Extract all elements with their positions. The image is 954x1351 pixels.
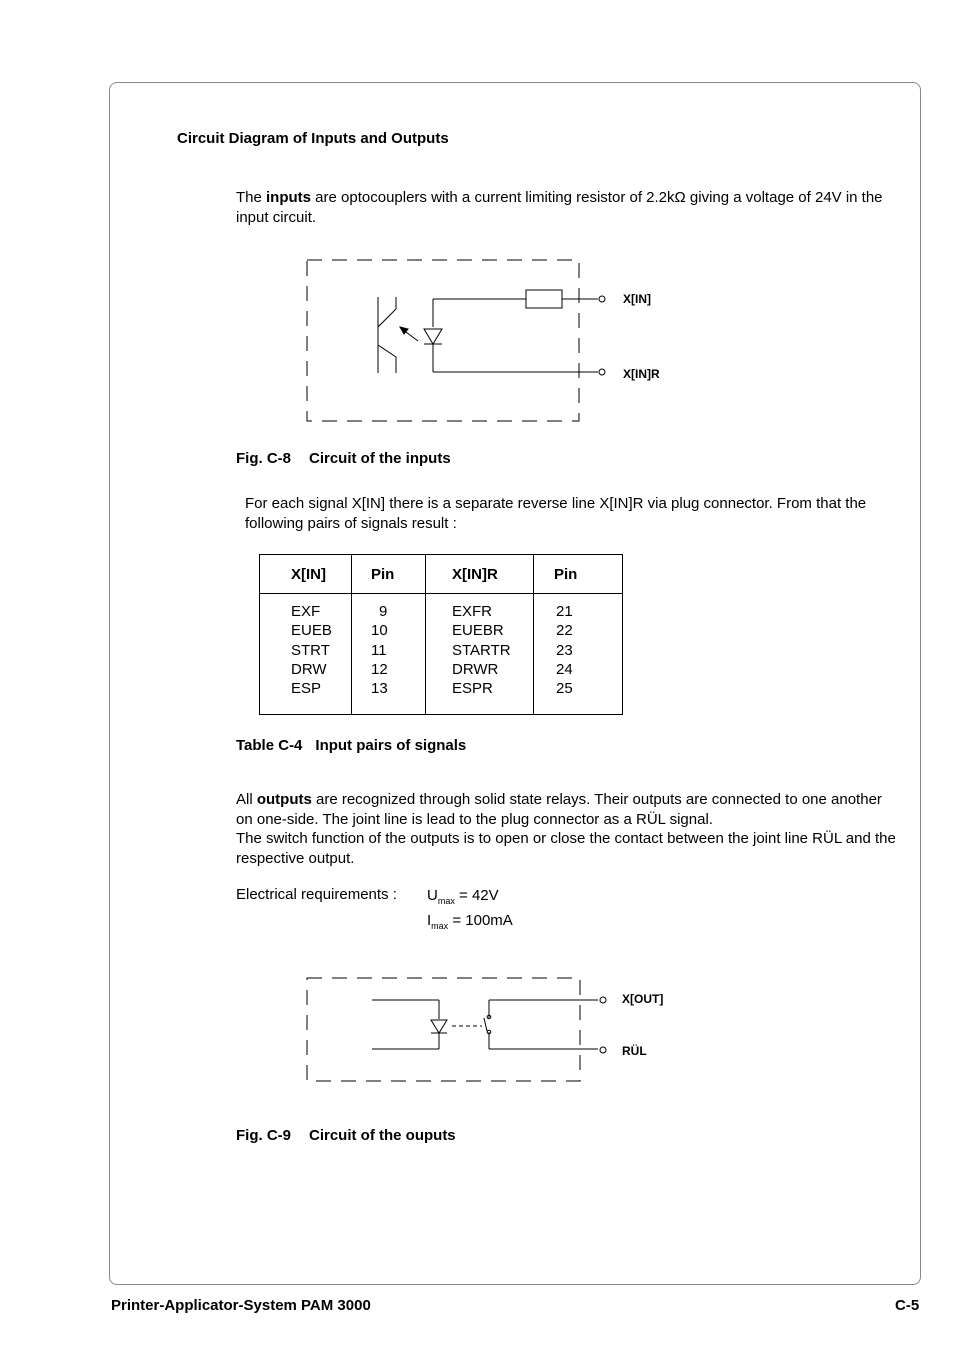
table-cell: 11 [371, 641, 387, 659]
fig-c9-title: Circuit of the ouputs [309, 1127, 456, 1144]
fig-c8-title: Circuit of the inputs [309, 450, 451, 467]
table-cell: EXF [291, 603, 321, 620]
fig-c9-number: Fig. C-9 [236, 1127, 291, 1144]
inputs-para-bold: inputs [266, 189, 312, 206]
inputs-paragraph [236, 188, 901, 227]
input-pairs-table [259, 554, 623, 715]
table-cell: 22 [556, 622, 573, 640]
terminal-label-inr: X[IN]R [623, 367, 660, 381]
table-cell: 21 [556, 603, 573, 620]
table-cell: 12 [371, 660, 388, 678]
relay-led-icon [431, 1020, 447, 1033]
table-cell: ESPR [452, 680, 493, 698]
column-pin2 [534, 594, 623, 715]
electrical-requirements-values [427, 886, 513, 936]
phototransistor-emitter [378, 345, 396, 357]
table-cell: STARTR [452, 641, 511, 659]
table-body-row [260, 594, 623, 715]
terminal-in [599, 296, 605, 302]
pairs-paragraph: For each signal X[IN] there is a separate reverse line X[IN]R via plug connector. From that the following pairs of signals result : [245, 495, 867, 532]
table-header-row [260, 555, 623, 594]
header-xinr: X[IN]R [426, 555, 534, 594]
footer-page-number: C-5 [895, 1297, 920, 1314]
table-c4-title: Input pairs of signals [315, 737, 467, 754]
terminal-label-out: X[OUT] [622, 992, 664, 1006]
table-cell: EUEBR [452, 622, 504, 640]
header-pin2: Pin [534, 555, 623, 594]
table-cell: EUEB [291, 622, 332, 640]
fig-c9-caption [236, 1127, 456, 1144]
terminal-label-rul: RÜL [622, 1044, 647, 1058]
led-diode-icon [424, 329, 442, 344]
table-cell: STRT [291, 641, 330, 659]
outputs-para-line1: are recognized through solid state relays. Their outputs are connected to one another on one-side. The joint line is lead to the plug connector as a RÜL signal. [236, 791, 882, 828]
table-cell: DRW [291, 660, 327, 678]
table-cell: ESP [291, 680, 322, 698]
table-cell: 9 [379, 603, 388, 620]
resistor-icon [526, 290, 562, 308]
table-c4-number: Table C-4 [236, 737, 303, 754]
column-xin [260, 594, 352, 715]
table-cell: EXFR [452, 603, 493, 620]
output-relay-boundary [307, 978, 580, 1081]
inputs-para-post: are optocouplers with a current limiting resistor of 2.2kΩ giving a voltage of 24V in the input circuit. [236, 189, 883, 226]
outputs-para-bold: outputs [256, 791, 312, 808]
relay-switch-icon [484, 1018, 487, 1031]
header-xin: X[IN] [260, 555, 352, 594]
table-cell: 10 [371, 622, 388, 640]
header-pin1: Pin [352, 555, 426, 594]
terminal-out [600, 997, 606, 1003]
electrical-requirements-label: Electrical requirements : [236, 886, 397, 903]
current-requirement: $I_{max} = 100mA$ [427, 912, 513, 931]
fig-c8-number: Fig. C-8 [236, 450, 291, 467]
column-pin1 [352, 594, 426, 715]
outputs-para-pre: All [236, 791, 257, 808]
voltage-requirement: $U_{max} = 42V$ [427, 887, 499, 906]
table-cell: 13 [371, 680, 388, 698]
section-heading: Circuit Diagram of Inputs and Outputs [177, 130, 449, 147]
table-cell: 25 [556, 680, 573, 698]
outputs-para-line2: The switch function of the outputs is to open or close the contact between the joint line RÜL and the respective output. [236, 830, 896, 867]
outputs-paragraph [236, 790, 901, 868]
table-cell: 24 [556, 660, 573, 678]
input-optocoupler-boundary [307, 260, 579, 421]
input-circuit-diagram [300, 255, 680, 430]
column-xinr [426, 594, 534, 715]
footer-title: Printer-Applicator-System PAM 3000 [111, 1297, 371, 1314]
fig-c8-caption [236, 450, 451, 467]
table-c4-caption [236, 737, 466, 754]
output-circuit-diagram [300, 972, 680, 1087]
terminal-rul [600, 1047, 606, 1053]
terminal-inr [599, 369, 605, 375]
table-cell: DRWR [452, 660, 499, 678]
inputs-para-pre: The [236, 189, 267, 206]
terminal-label-in: X[IN] [623, 292, 651, 306]
table-cell: 23 [556, 641, 573, 659]
